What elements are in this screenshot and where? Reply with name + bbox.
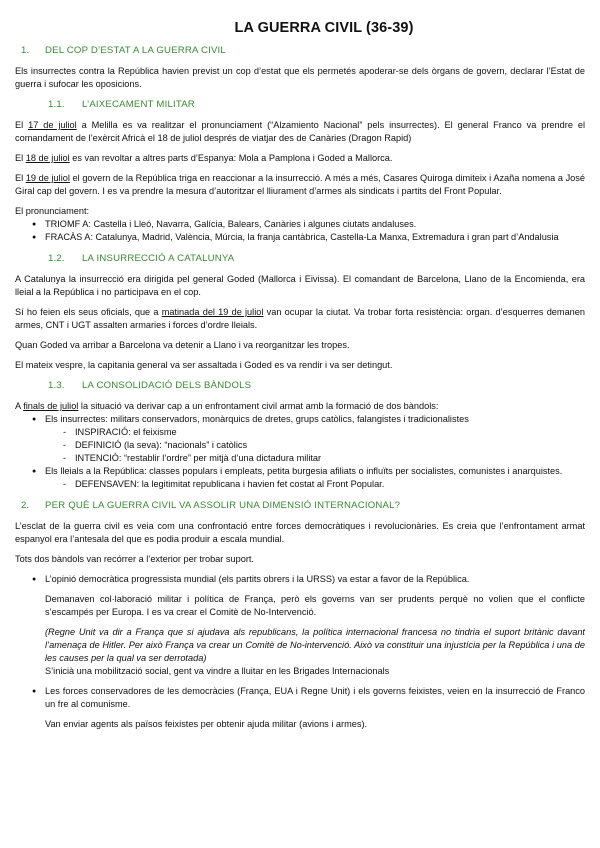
date-matinada: matinada del 19 de juliol (161, 307, 264, 317)
text: A (15, 401, 24, 411)
lleials-text: Els lleials a la República: classes populars i empleats, petita burgesia afiliats o influïts per socialistes, comunistes i anarquistes. (45, 466, 563, 476)
pronunciament-list (15, 218, 585, 244)
section-1-1-heading (15, 98, 585, 111)
paragraph-catalunya: A Catalunya la insurrecció era dirigida pel general Goded (Mallorca i Eivissa). El comandant de Barcelona, Llano de la Encomienda, era lleial a la República i no participava en el cop. (15, 274, 585, 297)
paragraph-officials (15, 306, 585, 332)
date-19-july: 19 de juliol (25, 173, 70, 183)
section-2-heading (15, 499, 585, 512)
paragraph-goded: Quan Goded va arribar a Barcelona va detenir a Llano i va reorganitzar les tropes. (15, 340, 350, 350)
section-1-1-title: L’AIXECAMENT MILITAR (82, 99, 195, 110)
paragraph-finals-juliol (15, 400, 585, 413)
section-2-title: PER QUÈ LA GUERRA CIVIL VA ASSOLIR UNA DIMENSIÓ INTERNACIONAL? (45, 500, 401, 511)
document-title: LA GUERRA CIVIL (36-39) (234, 20, 414, 36)
text: El (15, 120, 29, 130)
paragraph-17-july (15, 119, 585, 145)
list-item: ● FRACÀS A: Catalunya, Madrid, València, Múrcia, la franja cantàbrica, Castella-La Manxa, Extremadura i gran part d’Andalusia (15, 231, 585, 244)
paragraph-19-july (15, 172, 585, 198)
bandols-list (15, 413, 585, 491)
text: a Melilla es va realitzar el pronunciament (“Alzamiento Nacional” pels insurrectes). El general Franco va prendre el comandament de l’exèrcit Africà el 18 de juliol després de viatjar des de Canàries (Dragon Rapid) (15, 120, 585, 143)
sub-list-item: - INSPIRACIÓ: el feixisme (15, 426, 585, 439)
sub-list-item: - DEFENSAVEN: la legitimitat republicana i havien fet costat al Front Popular. (15, 478, 585, 491)
list-item (15, 413, 585, 465)
section-1-3-title: LA CONSOLIDACIÓ DELS BÀNDOLS (82, 380, 252, 391)
list-item (15, 573, 585, 678)
insurrectes-sublist (15, 426, 585, 465)
text: la situació va derivar cap a un enfrontament civil armat amb la formació de dos bàndols: (78, 401, 439, 411)
international-list (15, 573, 585, 731)
section-1-2-number: 1.2. (48, 253, 65, 264)
section-1-2-heading (15, 252, 585, 265)
date-finals-juliol: finals de juliol (23, 401, 79, 411)
date-17-july: 17 de juliol (28, 120, 77, 130)
opinio-text: ● L’opinió democràtica progressista mundial (els partits obrers i la URSS) va estar a favor de la República. (45, 574, 470, 584)
forces-conservadores-text: ● Les forces conservadores de les democràcies (França, EUA i Regne Unit) i els governs feixistes, veien en la insurrecció de Franco un fre al comunisme. (45, 686, 585, 709)
paragraph-vespre: El mateix vespre, la capitania general va ser assaltada i Goded es va rendir i va ser detingut. (15, 360, 393, 370)
section-2-number: 2. (21, 500, 30, 511)
agents-text: Van enviar agents als països feixistes per obtenir ajuda militar (avions i armes). (45, 719, 368, 729)
demanaven-text: Demanaven col·laboració militar i política de França, però els governs van ser prudents perquè no volien que el conflicte s’escampés per Europa. I es va crear el Comitè de No-Intervenció. (45, 594, 585, 617)
text: Sí ho feien els seus oficials, que a (15, 307, 162, 317)
section-1-1-number: 1.1. (48, 99, 65, 110)
paragraph-18-july (15, 152, 585, 165)
text: El (15, 173, 26, 183)
section-1-2-title: LA INSURRECCIÓ A CATALUNYA (82, 253, 235, 264)
text: El (15, 153, 26, 163)
section-1-3-heading (15, 379, 585, 392)
regne-unit-note: (Regne Unit va dir a França que si ajudava als republicans, la política internacional francesa no tindria el suport britànic davant l’amenaça de Hitler. Per això França va crear un Comitè de No-intervenció. Això va constituir una injustícia per la República i una de les causes per la qual va ser derrotada) (45, 627, 585, 663)
text: el govern de la República triga en reaccionar a la insurrecció. A més a més, Casares Quiroga dimiteix i Azaña nomena a José Giral cap del govern. I es va prendre la mesura d’autoritzar el lliurament d’armes als sindicats i partits del Front Popular. (15, 173, 585, 196)
list-item (15, 465, 585, 491)
insurrectes-text: Els insurrectes: militars conservadors, monàrquics de dretes, grups catòlics, falangistes i tradicionalistes (45, 414, 469, 424)
document-page (15, 14, 585, 739)
section-1-intro: Els insurrectes contra la República havien previst un cop d’estat que els permetés apoderar-se dels òrgans de govern, declarar l’Estat de guerra i sufocar les oposicions. (15, 66, 585, 89)
sub-list-item: - DEFINICIÓ (la seva): “nacionals” i catòlics (15, 439, 585, 452)
section-1-heading (15, 44, 585, 57)
paragraph-esclat: L’esclat de la guerra civil es veia com una confrontació entre forces democràtiques i revolucionàries. Es creia que l’enfrontament armat espanyol era l’antesala del que es podia produir a escala mundial. (15, 521, 585, 544)
sub-list-item: - INTENCIÓ: “restablir l’ordre” per mitjà d’una dictadura militar (15, 452, 585, 465)
pronunciament-label: El pronunciament: (15, 206, 90, 216)
section-1-3-number: 1.3. (48, 380, 65, 391)
text: es van revoltar a altres parts d’Espanya: Mola a Pamplona i Goded a Mallorca. (69, 153, 393, 163)
brigades-text: S’inicià una mobilització social, gent va vindre a lluitar en les Brigades Internacionals (45, 666, 390, 676)
list-item (15, 685, 585, 731)
lleials-sublist (15, 478, 585, 491)
date-18-july: 18 de juliol (25, 153, 70, 163)
paragraph-suport: Tots dos bàndols van recórrer a l’exterior per trobar suport. (15, 554, 254, 564)
section-1-number: 1. (21, 45, 30, 56)
text: van ocupar la ciutat. Va trobar forta resistència: organ. d’esquerres demanen armes, CNT i UGT assalten armaries i forces d’ordre lleials. (15, 307, 586, 330)
section-1-title: DEL COP D’ESTAT A LA GUERRA CIVIL (45, 45, 226, 56)
list-item: ● TRIOMF A: Castella i Lleó, Navarra, Galícia, Balears, Canàries i algunes ciutats andaluses. (15, 218, 585, 231)
